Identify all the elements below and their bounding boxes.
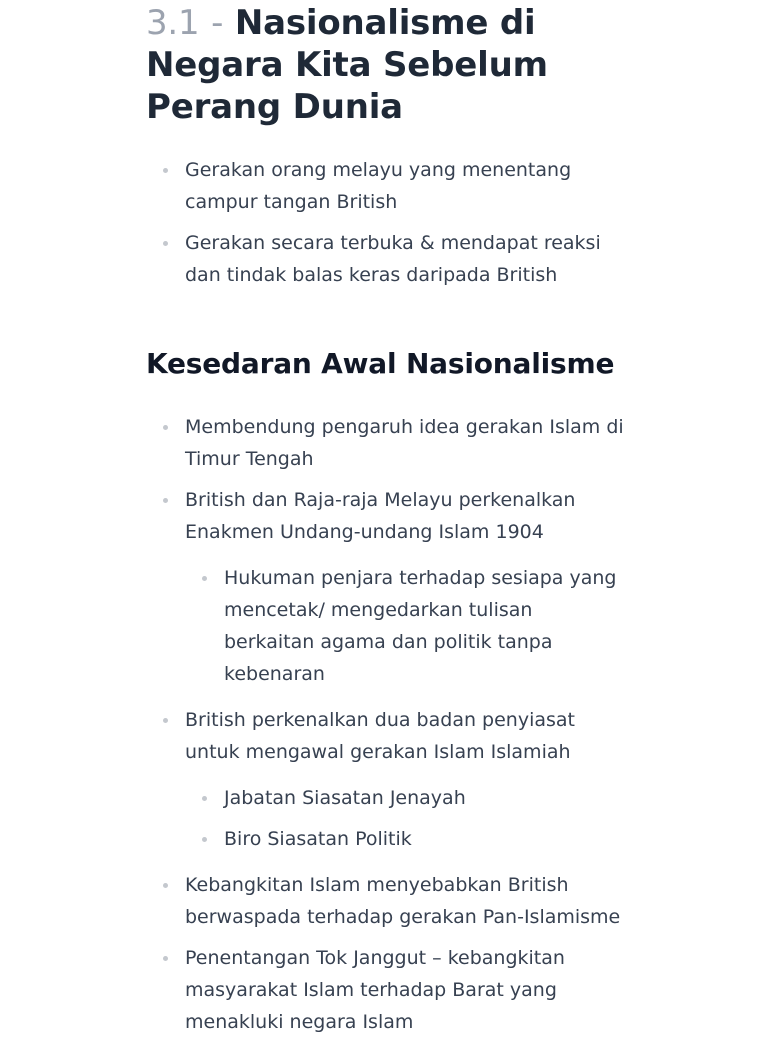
sub-list: [224, 562, 624, 690]
sub-list-item: Jabatan Siasatan Jenayah: [224, 782, 624, 814]
sub-list-item: Biro Siasatan Politik: [224, 823, 624, 855]
list-item: [185, 484, 635, 690]
list-item: Gerakan secara terbuka & mendapat reaksi dan tindak balas keras daripada British: [185, 227, 635, 291]
sub-list: [224, 782, 624, 855]
list-item: [185, 411, 635, 475]
document-content: [146, 0, 646, 1033]
page-title-text: Nasionalisme di Negara Kita Sebelum Perang Dunia: [146, 3, 548, 127]
list-item-text: Membendung pengaruh idea gerakan Islam di Timur Tengah: [185, 416, 624, 470]
section-dash: -: [211, 3, 224, 43]
intro-list: [185, 154, 635, 300]
section-number: 3.1: [146, 3, 200, 43]
section-list: [185, 411, 635, 1047]
section-heading: Kesedaran Awal Nasionalisme: [146, 347, 615, 380]
list-item: [185, 704, 635, 855]
page-title: [146, 2, 646, 128]
list-item-text: British perkenalkan dua badan penyiasat untuk mengawal gerakan Islam Islamiah: [185, 709, 575, 763]
list-item-text: Penentangan Tok Janggut – kebangkitan masyarakat Islam terhadap Barat yang menakluki negara Islam: [185, 947, 565, 1033]
list-item: Gerakan orang melayu yang menentang campur tangan British: [185, 154, 635, 218]
list-item-text: Kebangkitan Islam menyebabkan British berwaspada terhadap gerakan Pan-Islamisme: [185, 874, 621, 928]
sub-list-item: Hukuman penjara terhadap sesiapa yang mencetak/ mengedarkan tulisan berkaitan agama dan politik tanpa kebenaran: [224, 562, 624, 690]
list-item: [185, 869, 635, 933]
list-item-text: British dan Raja-raja Melayu perkenalkan Enakmen Undang-undang Islam 1904: [185, 489, 576, 543]
